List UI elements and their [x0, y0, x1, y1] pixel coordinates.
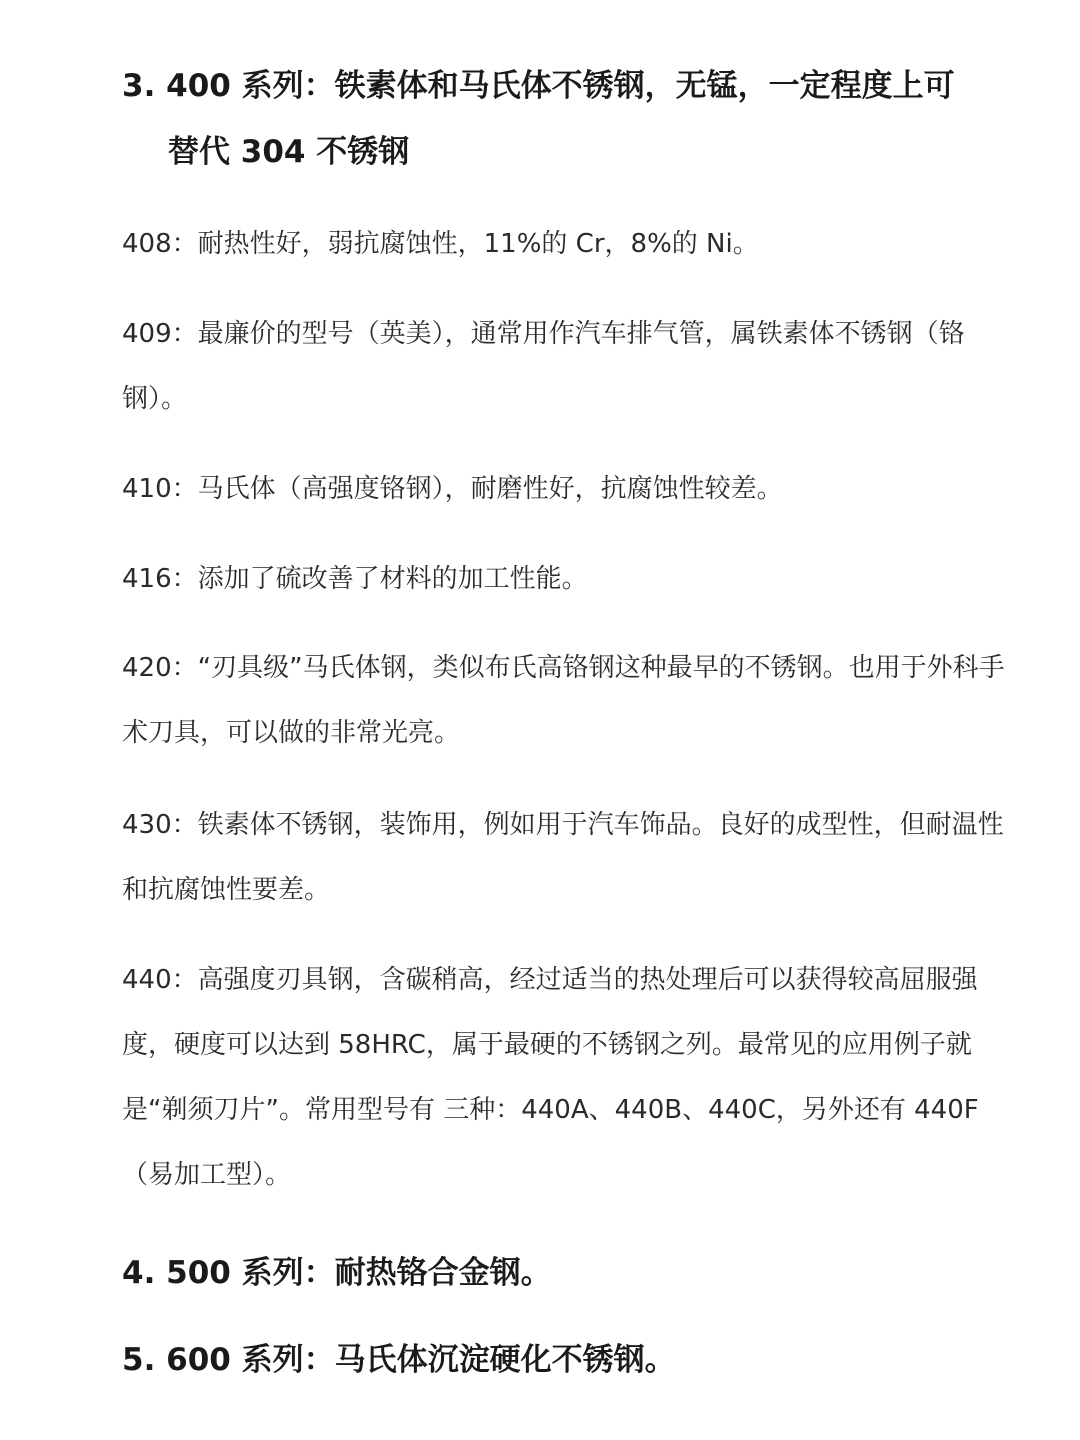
entry-408: 408：耐热性好，弱抗腐蚀性，11%的 Cr，8%的 Ni。	[122, 229, 759, 259]
entry-430: 430：铁素体不锈钢，装饰用，例如用于汽车饰品。良好的成型性，但耐温性和抗腐蚀性要差。	[122, 810, 1004, 905]
heading-line: 3. 400 系列：铁素体和马氏体不锈钢，无锰，一定程度上可	[122, 68, 955, 104]
entry-416: 416：添加了硫改善了材料的加工性能。	[122, 564, 588, 594]
section-heading-600-series: 5. 600 系列：马氏体沉淀硬化不锈钢。	[122, 1342, 676, 1378]
section-heading-500-series: 4. 500 系列：耐热铬合金钢。	[122, 1255, 552, 1291]
entry-409: 409：最廉价的型号（英美），通常用作汽车排气管，属铁素体不锈钢（铬钢）。	[122, 319, 965, 414]
entry-440: 440：高强度刃具钢，含碳稍高，经过适当的热处理后可以获得较高屈服强度，硬度可以达到 58HRC，属于最硬的不锈钢之列。最常见的应用例子就是“剃须刀片”。常用型号有 三种：440A、440B、440C，另外还有 440F（易加工型）。	[122, 965, 979, 1190]
heading-line-continued: 替代 304 不锈钢	[168, 134, 410, 170]
entry-420: 420：“刃具级”马氏体钢，类似布氏高铬钢这种最早的不锈钢。也用于外科手术刀具，可以做的非常光亮。	[122, 653, 1005, 748]
entry-410: 410：马氏体（高强度铬钢），耐磨性好，抗腐蚀性较差。	[122, 474, 783, 504]
section-heading-400-series	[122, 53, 1022, 185]
